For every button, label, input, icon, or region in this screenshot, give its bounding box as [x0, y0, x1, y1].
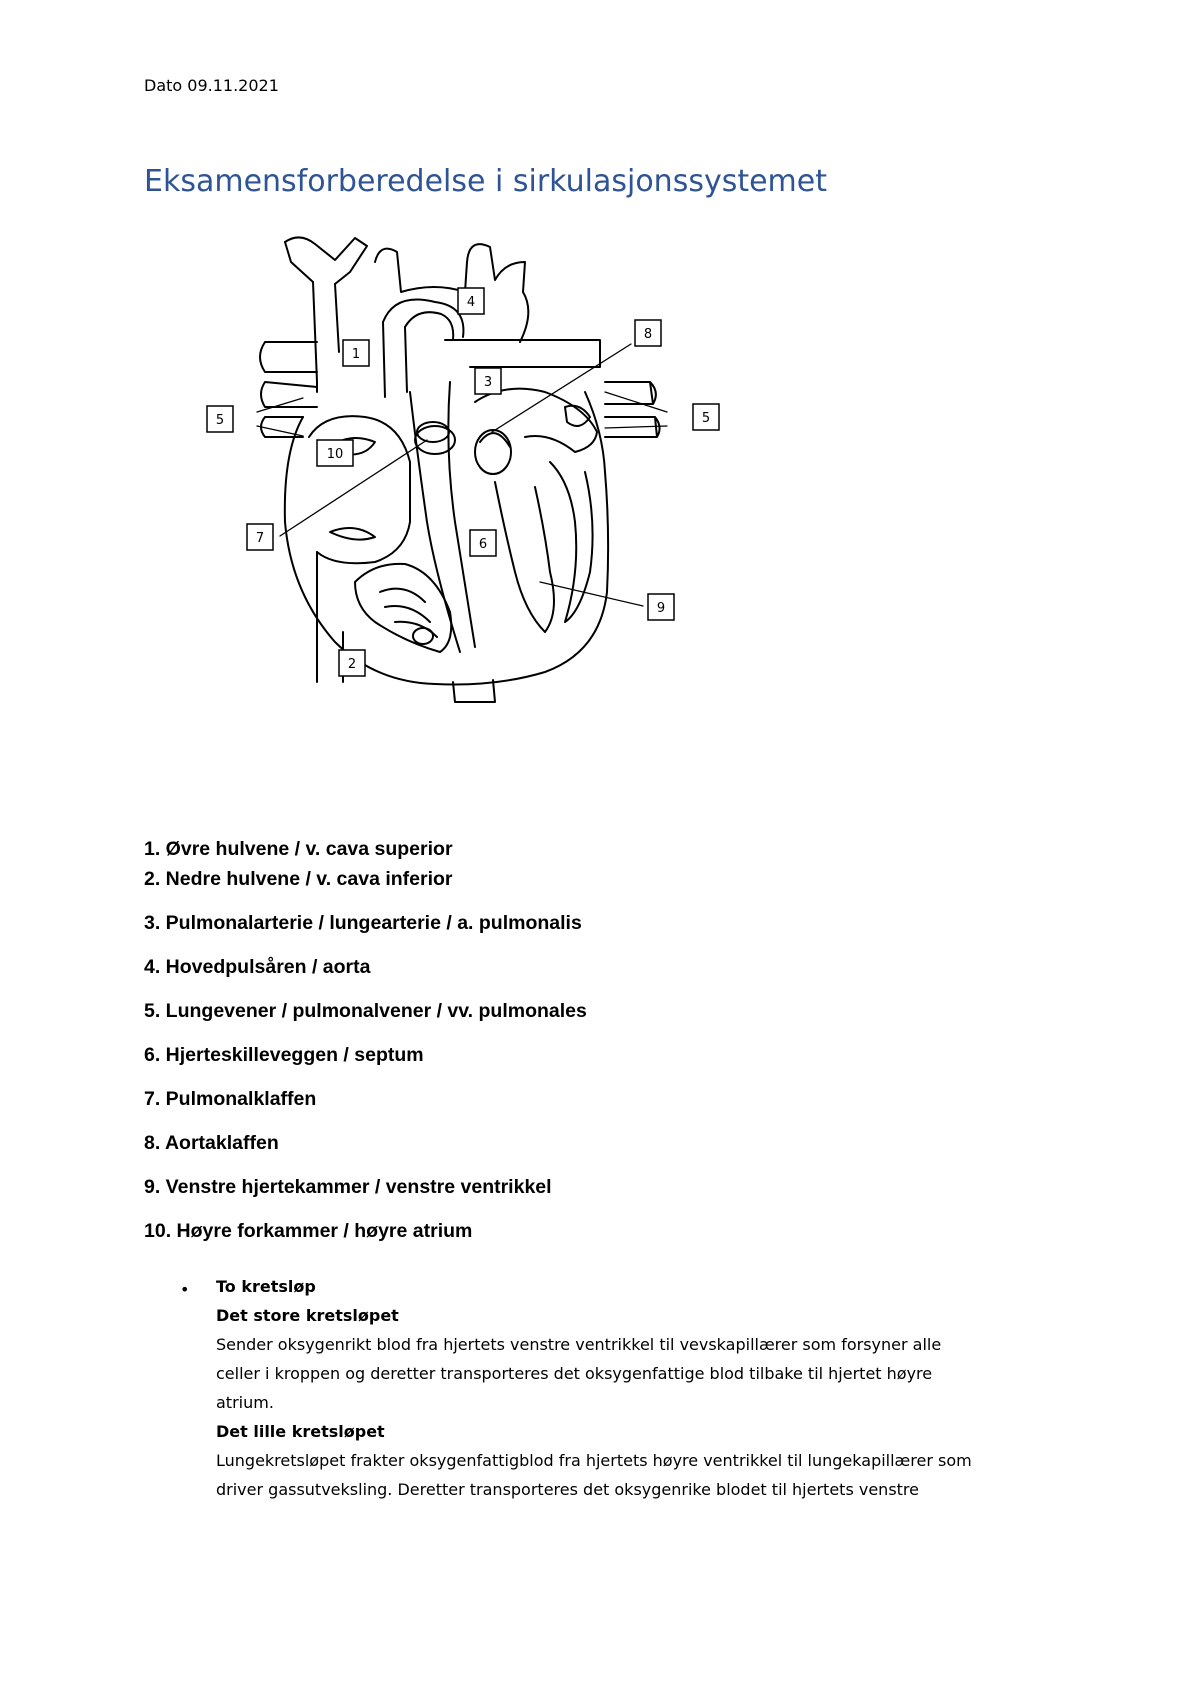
label-6: 6 — [478, 537, 488, 552]
bullet-icon: • — [180, 1280, 190, 1299]
label-9: 9 — [656, 601, 666, 616]
label-3: 3 — [483, 375, 493, 390]
small-circulation-text-line: driver gassutveksling. Deretter transporteres det oksygenrike blodet til hjertets venstre — [216, 1480, 919, 1499]
label-5-right: 5 — [701, 411, 711, 426]
date-line: Dato 09.11.2021 — [144, 76, 279, 95]
list-item: 7. Pulmonalklaffen — [144, 1088, 317, 1110]
list-item: 10. Høyre forkammer / høyre atrium — [144, 1220, 473, 1242]
label-7: 7 — [255, 531, 265, 546]
circulation-section — [216, 1272, 1096, 1504]
list-item: 4. Hovedpulsåren / aorta — [144, 956, 371, 978]
big-circulation-text-line: atrium. — [216, 1393, 274, 1412]
big-circulation-title: Det store kretsløpet — [216, 1306, 399, 1325]
label-2: 2 — [347, 657, 357, 672]
list-item: 1. Øvre hulvene / v. cava superior — [144, 838, 453, 860]
list-item: 8. Aortaklaffen — [144, 1132, 279, 1154]
label-4: 4 — [466, 295, 476, 310]
label-5-left: 5 — [215, 413, 225, 428]
small-circulation-text-line: Lungekretsløpet frakter oksygenfattigblod fra hjertets høyre ventrikkel til lungekapillærer som — [216, 1451, 972, 1470]
list-item: 3. Pulmonalarterie / lungearterie / a. pulmonalis — [144, 912, 582, 934]
heart-outline-shape — [285, 392, 608, 685]
label-1: 1 — [351, 347, 361, 362]
section-heading: To kretsløp — [216, 1277, 316, 1296]
label-8: 8 — [643, 327, 653, 342]
big-circulation-text-line: celler i kroppen og deretter transporteres det oksygenfattige blod tilbake til hjertet høyre — [216, 1364, 933, 1383]
list-item: 9. Venstre hjertekammer / venstre ventrikkel — [144, 1176, 552, 1198]
pulmonary-artery-shape — [445, 340, 600, 367]
aortic-valve-shape — [475, 430, 511, 474]
list-item: 6. Hjerteskilleveggen / septum — [144, 1044, 424, 1066]
page-title: Eksamensforberedelse i sirkulasjonssystemet — [144, 164, 827, 199]
small-circulation-title: Det lille kretsløpet — [216, 1422, 385, 1441]
big-circulation-text-line: Sender oksygenrikt blod fra hjertets venstre ventrikkel til vevskapillærer som forsyner alle — [216, 1335, 942, 1354]
list-item: 2. Nedre hulvene / v. cava inferior — [144, 868, 453, 890]
heart-diagram — [205, 232, 785, 762]
label-10: 10 — [326, 447, 344, 462]
superior-vena-cava-shape — [313, 282, 339, 392]
list-item: 5. Lungevener / pulmonalvener / vv. pulmonales — [144, 1000, 587, 1022]
